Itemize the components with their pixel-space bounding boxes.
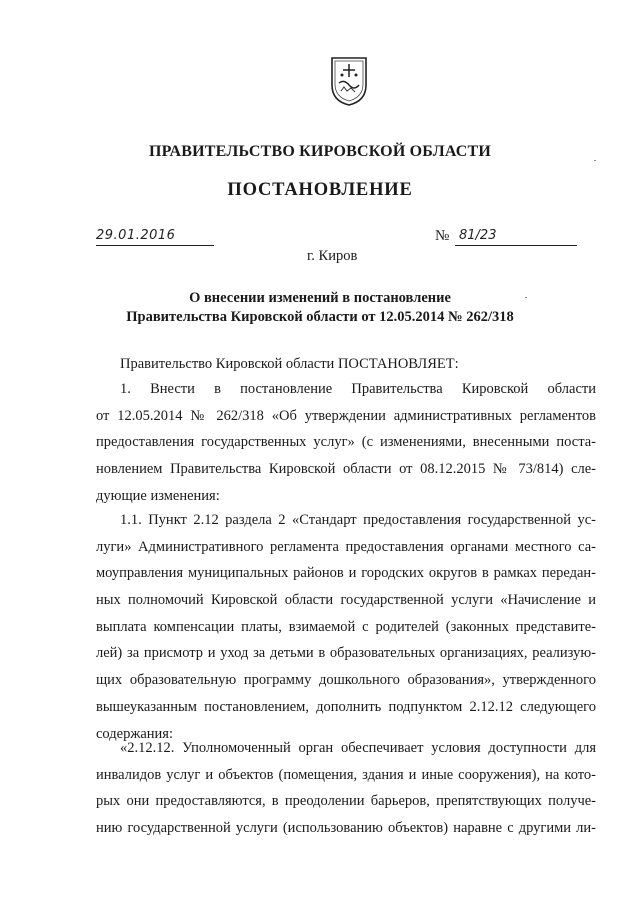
resolves-paragraph — [96, 351, 596, 378]
handwritten-number: 81/23 — [459, 228, 497, 243]
item-2-12-12-paragraph — [96, 735, 596, 842]
paragraph-line: ных полномочий Кировской области государственной услуги «Начисление и — [96, 592, 596, 609]
paragraph-line: рых они предоставляются, в преодолении барьеров, препятствующих получе- — [96, 793, 596, 810]
item-1-paragraph — [96, 376, 596, 509]
paragraph-line: дующие изменения: — [96, 487, 220, 504]
document-type-title: ПОСТАНОВЛЕНИЕ — [227, 180, 413, 200]
government-title: ПРАВИТЕЛЬСТВО КИРОВСКОЙ ОБЛАСТИ — [148, 143, 492, 160]
paragraph-line: 1. Внести в постановление Правительства Кировской области — [120, 381, 596, 397]
subject-line: О внесении изменений в постановление — [189, 290, 451, 306]
paragraph-line: выплата компенсации платы, взимаемой с родителей (законных представите- — [96, 618, 596, 635]
number-sign: № — [435, 228, 450, 244]
resolves-text: Правительство Кировской области ПОСТАНОВЛЯЕТ: — [120, 356, 459, 372]
date-field — [96, 228, 214, 246]
paragraph-line: от 12.05.2014 № 262/318 «Об утверждении административных регламентов — [96, 407, 596, 424]
coat-of-arms-emblem — [329, 55, 369, 107]
paragraph-line: луги» Административного регламента предоставления органами местного са- — [96, 538, 596, 555]
number-field — [455, 228, 577, 246]
paragraph-line: нию государственной услуги (использованию объектов) наравне с другими ли- — [96, 820, 596, 837]
paragraph-line: моуправления муниципальных районов и городских округов в рамках передан- — [96, 565, 596, 582]
document-subject — [0, 289, 640, 326]
city-label: г. Киров — [307, 248, 358, 264]
paragraph-line: лей) за присмотр и уход за детьми в образовательных организациях, реализую- — [96, 645, 596, 662]
item-1-1-paragraph — [96, 507, 596, 747]
paragraph-line: щих образовательную программу дошкольного образования», утвержденного — [96, 672, 596, 689]
paragraph-line: содержания: — [96, 725, 174, 742]
paragraph-line: новлением Правительства Кировской области от 08.12.2015 № 73/814) сле- — [96, 461, 596, 478]
handwritten-date: 29.01.2016 — [96, 228, 176, 243]
subject-line: Правительства Кировской области от 12.05.2014 № 262/318 — [126, 308, 514, 325]
scan-artifact — [525, 297, 527, 298]
paragraph-line: предоставления государственных услуг» (с изменениями, внесенными поста- — [96, 434, 596, 451]
paragraph-line: вышеуказанным постановлением, дополнить подпунктом 2.12.12 следующего — [96, 698, 596, 715]
paragraph-line: инвалидов услуг и объектов (помещения, здания и иные сооружения), на кото- — [96, 766, 596, 783]
scan-artifact — [594, 160, 596, 161]
paragraph-line: 1.1. Пункт 2.12 раздела 2 «Стандарт предоставления государственной ус- — [120, 512, 596, 528]
paragraph-line: «2.12.12. Уполномоченный орган обеспечивает условия доступности для — [120, 740, 596, 756]
